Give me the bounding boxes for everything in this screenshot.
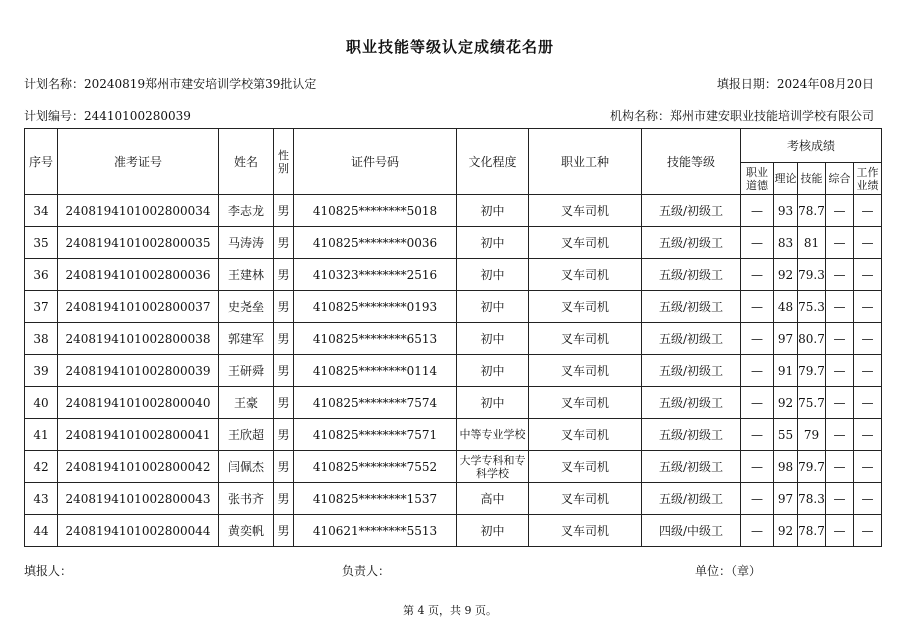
cell-seq: 39	[25, 355, 58, 387]
cell-theory: 97	[774, 483, 798, 515]
cell-performance: —	[854, 451, 882, 483]
cell-id-number: 410621********5513	[294, 515, 457, 547]
cell-overall: —	[826, 483, 854, 515]
cell-skill-level: 五级/初级工	[642, 419, 741, 451]
cell-seq: 43	[25, 483, 58, 515]
cell-skill: 78.7	[798, 195, 826, 227]
cell-job: 叉车司机	[529, 259, 642, 291]
table-row	[25, 419, 882, 451]
header-skill-level: 技能等级	[642, 129, 741, 195]
cell-skill: 80.7	[798, 323, 826, 355]
cell-job: 叉车司机	[529, 515, 642, 547]
cell-theory: 92	[774, 259, 798, 291]
header-seq: 序号	[25, 129, 58, 195]
cell-exam-number: 2408194101002800041	[58, 419, 219, 451]
cell-performance: —	[854, 419, 882, 451]
cell-name: 郭建军	[219, 323, 274, 355]
header-skill: 技能	[798, 163, 826, 195]
table-row	[25, 323, 882, 355]
cell-seq: 34	[25, 195, 58, 227]
cell-seq: 38	[25, 323, 58, 355]
table-row	[25, 259, 882, 291]
cell-exam-number: 2408194101002800044	[58, 515, 219, 547]
cell-id-number: 410825********1537	[294, 483, 457, 515]
cell-exam-number: 2408194101002800042	[58, 451, 219, 483]
cell-skill: 79.7	[798, 451, 826, 483]
table-row	[25, 355, 882, 387]
cell-ethics: —	[741, 259, 774, 291]
cell-job: 叉车司机	[529, 291, 642, 323]
cell-gender: 男	[274, 355, 294, 387]
cell-education: 初中	[457, 387, 529, 419]
cell-education: 中等专业学校	[457, 419, 529, 451]
header-name: 姓名	[219, 129, 274, 195]
cell-skill: 78.7	[798, 515, 826, 547]
cell-id-number: 410825********0036	[294, 227, 457, 259]
cell-education: 高中	[457, 483, 529, 515]
cell-performance: —	[854, 387, 882, 419]
unit-label: 单位：（章）	[695, 564, 762, 578]
cell-id-number: 410825********7574	[294, 387, 457, 419]
cell-id-number: 410825********7552	[294, 451, 457, 483]
cell-education: 初中	[457, 291, 529, 323]
cell-theory: 55	[774, 419, 798, 451]
cell-gender: 男	[274, 227, 294, 259]
cell-name: 王研舜	[219, 355, 274, 387]
plan-name: 计划名称：20240819郑州市建安培训学校第39批认定	[24, 77, 317, 91]
header-exam-number: 准考证号	[58, 129, 219, 195]
cell-name: 黄奕帆	[219, 515, 274, 547]
cell-performance: —	[854, 515, 882, 547]
table-row	[25, 483, 882, 515]
cell-performance: —	[854, 195, 882, 227]
cell-theory: 93	[774, 195, 798, 227]
cell-ethics: —	[741, 387, 774, 419]
document-title: 职业技能等级认定成绩花名册	[345, 38, 554, 56]
cell-performance: —	[854, 227, 882, 259]
cell-name: 李志龙	[219, 195, 274, 227]
cell-id-number: 410825********7571	[294, 419, 457, 451]
cell-overall: —	[826, 195, 854, 227]
cell-exam-number: 2408194101002800039	[58, 355, 219, 387]
cell-gender: 男	[274, 451, 294, 483]
page-indicator: 第 4 页，共 9 页。	[403, 604, 497, 617]
cell-skill-level: 五级/初级工	[642, 259, 741, 291]
table-row	[25, 387, 882, 419]
cell-job: 叉车司机	[529, 323, 642, 355]
cell-ethics: —	[741, 355, 774, 387]
cell-skill-level: 五级/初级工	[642, 195, 741, 227]
cell-performance: —	[854, 291, 882, 323]
table-row	[25, 451, 882, 483]
cell-gender: 男	[274, 291, 294, 323]
cell-education: 大学专科和专科学校	[457, 451, 529, 483]
cell-exam-number: 2408194101002800043	[58, 483, 219, 515]
cell-overall: —	[826, 387, 854, 419]
cell-theory: 91	[774, 355, 798, 387]
cell-skill-level: 五级/初级工	[642, 451, 741, 483]
cell-skill: 78.3	[798, 483, 826, 515]
cell-theory: 92	[774, 387, 798, 419]
cell-skill: 81	[798, 227, 826, 259]
cell-gender: 男	[274, 387, 294, 419]
cell-job: 叉车司机	[529, 355, 642, 387]
cell-theory: 83	[774, 227, 798, 259]
cell-skill-level: 五级/初级工	[642, 227, 741, 259]
cell-ethics: —	[741, 419, 774, 451]
fill-date: 填报日期：2024年08月20日	[716, 77, 874, 91]
cell-gender: 男	[274, 259, 294, 291]
cell-name: 闫佩杰	[219, 451, 274, 483]
cell-skill-level: 五级/初级工	[642, 483, 741, 515]
cell-education: 初中	[457, 259, 529, 291]
cell-skill-level: 五级/初级工	[642, 355, 741, 387]
cell-theory: 48	[774, 291, 798, 323]
header-theory: 理论	[774, 163, 798, 195]
cell-name: 王建林	[219, 259, 274, 291]
cell-gender: 男	[274, 323, 294, 355]
table-row	[25, 291, 882, 323]
cell-job: 叉车司机	[529, 387, 642, 419]
cell-job: 叉车司机	[529, 227, 642, 259]
cell-skill: 79.7	[798, 355, 826, 387]
cell-exam-number: 2408194101002800034	[58, 195, 219, 227]
cell-theory: 98	[774, 451, 798, 483]
cell-seq: 37	[25, 291, 58, 323]
cell-name: 王欣超	[219, 419, 274, 451]
cell-job: 叉车司机	[529, 483, 642, 515]
cell-performance: —	[854, 483, 882, 515]
cell-education: 初中	[457, 355, 529, 387]
cell-id-number: 410825********0114	[294, 355, 457, 387]
table-row	[25, 515, 882, 547]
cell-overall: —	[826, 515, 854, 547]
cell-performance: —	[854, 355, 882, 387]
cell-gender: 男	[274, 483, 294, 515]
cell-overall: —	[826, 355, 854, 387]
cell-ethics: —	[741, 515, 774, 547]
header-gender: 性别	[274, 129, 294, 195]
cell-seq: 42	[25, 451, 58, 483]
cell-exam-number: 2408194101002800036	[58, 259, 219, 291]
cell-education: 初中	[457, 195, 529, 227]
cell-ethics: —	[741, 451, 774, 483]
header-assessment: 考核成绩	[741, 129, 882, 163]
cell-skill-level: 五级/初级工	[642, 291, 741, 323]
cell-name: 史尧垒	[219, 291, 274, 323]
cell-job: 叉车司机	[529, 419, 642, 451]
header-ethics: 职业道德	[741, 163, 774, 195]
header-overall: 综合	[826, 163, 854, 195]
cell-skill-level: 五级/初级工	[642, 323, 741, 355]
cell-ethics: —	[741, 483, 774, 515]
cell-theory: 92	[774, 515, 798, 547]
cell-seq: 36	[25, 259, 58, 291]
cell-id-number: 410825********0193	[294, 291, 457, 323]
cell-overall: —	[826, 451, 854, 483]
cell-exam-number: 2408194101002800035	[58, 227, 219, 259]
cell-seq: 40	[25, 387, 58, 419]
cell-ethics: —	[741, 195, 774, 227]
cell-gender: 男	[274, 419, 294, 451]
cell-name: 张书齐	[219, 483, 274, 515]
header-performance: 工作业绩	[854, 163, 882, 195]
cell-ethics: —	[741, 323, 774, 355]
cell-seq: 41	[25, 419, 58, 451]
cell-job: 叉车司机	[529, 195, 642, 227]
cell-name: 王豪	[219, 387, 274, 419]
cell-ethics: —	[741, 227, 774, 259]
cell-exam-number: 2408194101002800040	[58, 387, 219, 419]
table-row	[25, 227, 882, 259]
cell-skill-level: 五级/初级工	[642, 387, 741, 419]
cell-theory: 97	[774, 323, 798, 355]
filler-label: 填报人：	[24, 564, 73, 578]
cell-name: 马涛涛	[219, 227, 274, 259]
cell-overall: —	[826, 323, 854, 355]
cell-education: 初中	[457, 323, 529, 355]
cell-education: 初中	[457, 227, 529, 259]
cell-education: 初中	[457, 515, 529, 547]
cell-overall: —	[826, 419, 854, 451]
cell-overall: —	[826, 291, 854, 323]
cell-exam-number: 2408194101002800037	[58, 291, 219, 323]
cell-id-number: 410825********6513	[294, 323, 457, 355]
cell-overall: —	[826, 227, 854, 259]
cell-skill: 75.7	[798, 387, 826, 419]
cell-skill-level: 四级/中级工	[642, 515, 741, 547]
cell-skill: 79	[798, 419, 826, 451]
table-row	[25, 195, 882, 227]
cell-gender: 男	[274, 515, 294, 547]
cell-skill: 79.3	[798, 259, 826, 291]
cell-ethics: —	[741, 291, 774, 323]
cell-id-number: 410323********2516	[294, 259, 457, 291]
cell-skill: 75.3	[798, 291, 826, 323]
header-job: 职业工种	[529, 129, 642, 195]
cell-performance: —	[854, 323, 882, 355]
cell-seq: 44	[25, 515, 58, 547]
score-roster-table	[24, 128, 882, 547]
responsible-label: 负责人：	[342, 564, 391, 578]
header-education: 文化程度	[457, 129, 529, 195]
cell-id-number: 410825********5018	[294, 195, 457, 227]
cell-exam-number: 2408194101002800038	[58, 323, 219, 355]
cell-gender: 男	[274, 195, 294, 227]
organization-name: 机构名称：郑州市建安职业技能培训学校有限公司	[609, 109, 874, 123]
cell-performance: —	[854, 259, 882, 291]
cell-seq: 35	[25, 227, 58, 259]
cell-job: 叉车司机	[529, 451, 642, 483]
header-id-number: 证件号码	[294, 129, 457, 195]
plan-number: 计划编号：24410100280039	[24, 109, 191, 123]
cell-overall: —	[826, 259, 854, 291]
